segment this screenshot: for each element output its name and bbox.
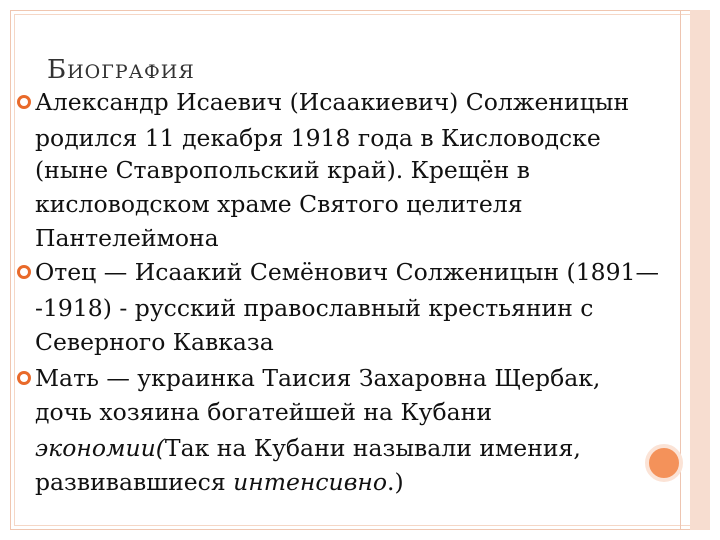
bullet-2-line-2: -1918) - русский православный крестьянин с: [35, 294, 594, 322]
bullet-1-line-5: Пантелеймона: [35, 224, 219, 252]
bullet-3-line-3: [35, 434, 581, 462]
bullet-3-line-4-start: развивавшиеся: [35, 468, 234, 496]
bullet-2-line-3: Северного Кавказа: [35, 328, 274, 356]
bullet-3-line-2: дочь хозяина богатейшей на Кубани: [35, 398, 492, 426]
bullet-3-line-4-end: .): [387, 468, 404, 496]
bullet-icon: [17, 371, 31, 385]
italic-term-intensive: интенсивно: [233, 468, 387, 496]
bullet-1-line-1: Александр Исаевич (Исаакиевич) Солженицын: [35, 88, 630, 116]
bullet-1-line-4: кисловодском храме Святого целителя: [35, 190, 523, 218]
bullet-3-line-4: [35, 468, 404, 496]
italic-term-economy: экономии(: [35, 434, 165, 462]
bullet-1-line-2: родился 11 декабря 1918 года в Кисловодске: [35, 124, 601, 152]
bullet-2-line-1: Отец — Исаакий Семёнович Солженицын (1891—: [35, 258, 660, 286]
bullet-icon: [17, 95, 31, 109]
slide-title-rest: ИОГРАФИЯ: [67, 61, 195, 83]
bullet-1-line-3: (ныне Ставропольский край). Крещён в: [35, 156, 530, 184]
bullet-3-line-1: Мать — украинка Таисия Захаровна Щербак,: [35, 364, 601, 392]
bullet-3-line-3-rest: Так на Кубани называли имения,: [164, 434, 581, 462]
bullet-icon: [17, 265, 31, 279]
slide-title-initial: Б: [47, 55, 68, 85]
